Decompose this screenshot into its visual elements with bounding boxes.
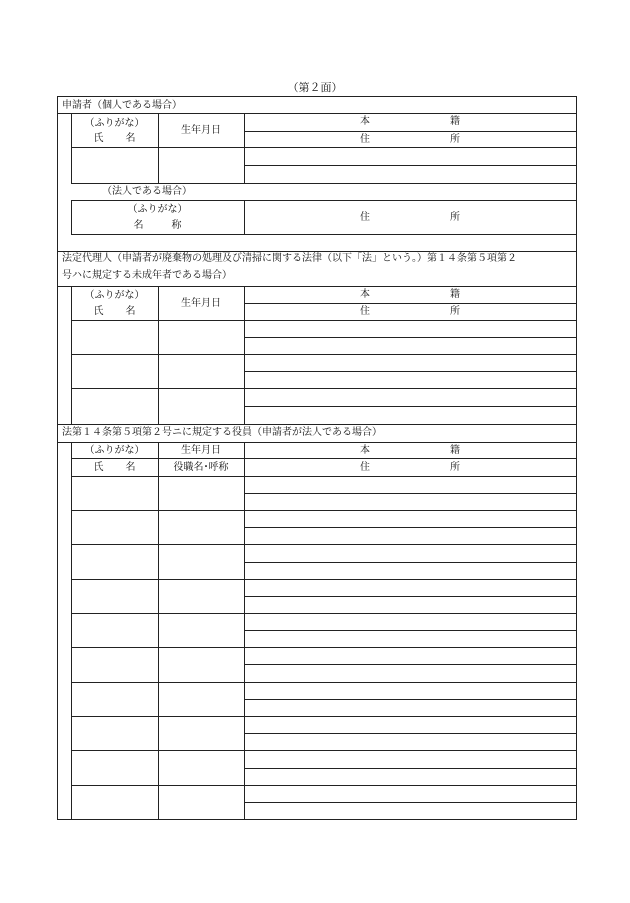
divider bbox=[244, 371, 576, 372]
divider bbox=[244, 493, 576, 494]
divider bbox=[71, 716, 576, 717]
divider bbox=[244, 596, 576, 597]
divider bbox=[71, 147, 576, 148]
divider bbox=[244, 802, 576, 803]
name-label: 氏 名 bbox=[93, 133, 136, 144]
corporate-name-label: 名 称 bbox=[133, 220, 182, 231]
divider bbox=[71, 320, 576, 321]
divider bbox=[71, 510, 576, 511]
section-individual-title: 申請者（個人である場合） bbox=[62, 100, 182, 111]
divider bbox=[244, 630, 576, 631]
section-legal-rep-title-line1: 法定代理人（申請者が廃棄物の処理及び清掃に関する法律（以下「法」という。）第１４条第５項第２ bbox=[62, 253, 517, 264]
honseki-label: 本 籍 bbox=[360, 289, 460, 300]
divider bbox=[71, 750, 576, 751]
divider bbox=[244, 303, 576, 304]
divider bbox=[71, 544, 576, 545]
divider bbox=[71, 458, 576, 459]
divider bbox=[244, 406, 576, 407]
divider bbox=[71, 613, 576, 614]
divider bbox=[158, 113, 159, 183]
divider bbox=[71, 234, 576, 235]
divider bbox=[58, 113, 576, 114]
divider bbox=[58, 442, 576, 443]
divider bbox=[58, 251, 576, 252]
divider bbox=[244, 131, 576, 132]
furigana-label: （ふりがな） bbox=[127, 204, 188, 215]
honseki-label: 本 籍 bbox=[360, 445, 460, 456]
divider bbox=[71, 682, 576, 683]
page-number: （第２面） bbox=[287, 81, 343, 94]
section-corporate-title: （法人である場合） bbox=[102, 186, 192, 197]
divider bbox=[71, 579, 576, 580]
application-form-page-2 bbox=[57, 96, 577, 820]
divider bbox=[244, 562, 576, 563]
divider bbox=[244, 699, 576, 700]
divider bbox=[71, 354, 576, 355]
divider bbox=[244, 664, 576, 665]
divider bbox=[71, 200, 576, 201]
name-label: 氏 名 bbox=[93, 462, 136, 473]
section-legal-rep-title-line2: 号ハに規定する未成年者である場合） bbox=[62, 270, 232, 281]
address-label: 住 所 bbox=[360, 134, 460, 145]
divider bbox=[244, 733, 576, 734]
divider bbox=[58, 286, 576, 287]
divider bbox=[71, 183, 576, 184]
divider bbox=[71, 785, 576, 786]
birth-date-label: 生年月日 bbox=[181, 298, 221, 309]
divider bbox=[244, 527, 576, 528]
address-label: 住 所 bbox=[360, 306, 460, 317]
divider bbox=[158, 442, 159, 819]
furigana-label: （ふりがな） bbox=[84, 118, 145, 129]
address-label: 住 所 bbox=[360, 462, 460, 473]
name-label: 氏 名 bbox=[93, 306, 136, 317]
furigana-label: （ふりがな） bbox=[84, 445, 145, 456]
address-label: 住 所 bbox=[360, 212, 460, 223]
divider bbox=[71, 388, 576, 389]
divider bbox=[71, 476, 576, 477]
position-title-label: 役職名･呼称 bbox=[173, 462, 229, 473]
divider bbox=[244, 337, 576, 338]
divider bbox=[71, 442, 72, 819]
furigana-label: （ふりがな） bbox=[84, 290, 145, 301]
divider bbox=[58, 424, 576, 425]
divider bbox=[244, 165, 576, 166]
divider bbox=[71, 647, 576, 648]
birth-date-label: 生年月日 bbox=[181, 445, 221, 456]
section-officers-title: 法第１４条第５項第２号ニに規定する役員（申請者が法人である場合） bbox=[62, 427, 382, 438]
honseki-label: 本 籍 bbox=[360, 116, 460, 127]
birth-date-label: 生年月日 bbox=[181, 125, 221, 136]
divider bbox=[244, 768, 576, 769]
